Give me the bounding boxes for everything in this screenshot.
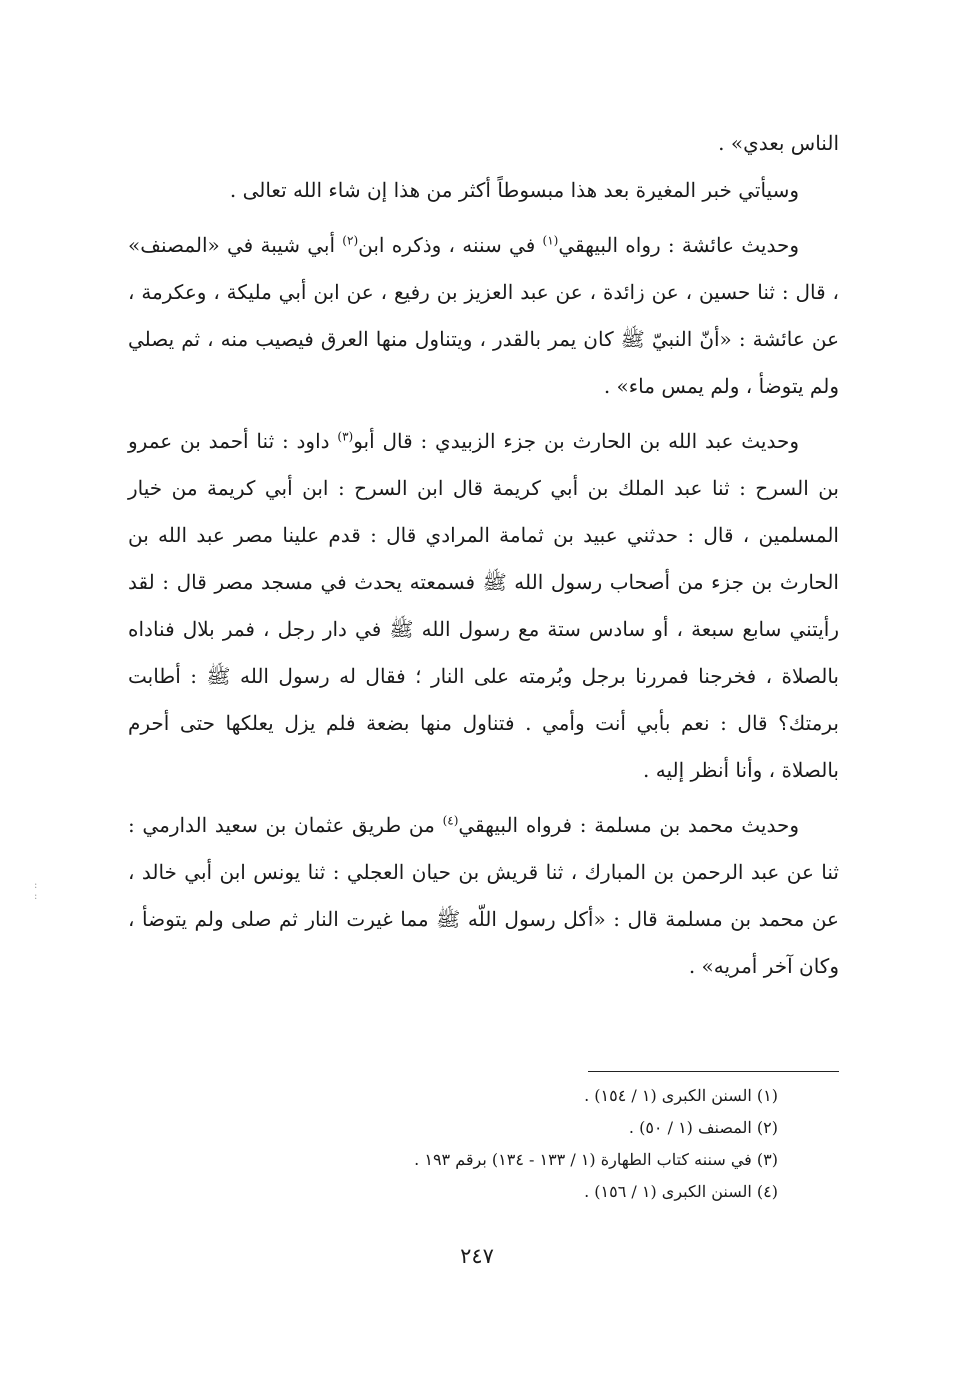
- text-run: الناس بعدي» .: [718, 131, 839, 155]
- footnote-2: (٢) المصنف (١ / ٥٠) .: [628, 1118, 778, 1137]
- footnote-divider: [588, 1071, 839, 1072]
- main-text: [128, 120, 839, 990]
- footnote-3: (٣) في سننه كتاب الطهارة (١ / ١٣٣ - ١٣٤) برقم ١٩٣ .: [414, 1150, 778, 1169]
- footnote-1: (١) السنن الكبرى (١ / ١٥٤) .: [584, 1086, 778, 1105]
- scan-margin-mark: : :: [34, 880, 38, 902]
- text-run: في سننه ، وذكره ابن: [358, 233, 543, 257]
- paragraph-3: [128, 418, 839, 794]
- text-run: وحديث عبد الله بن الحارث بن جزء الزبيدي : قال أبو: [353, 429, 799, 453]
- page-number: ٢٤٧: [460, 1244, 494, 1268]
- text-run: وحديث عائشة : رواه البيهقي: [558, 233, 799, 257]
- footnote-ref-1: (١): [542, 233, 559, 248]
- footnotes: [178, 1080, 778, 1208]
- footnote-4: (٤) السنن الكبرى (١ / ١٥٦) .: [584, 1182, 778, 1201]
- footnote-ref-4: (٤): [442, 813, 459, 828]
- text-run: من طريق عثمان بن سعيد الدارمي : ثنا عن عبد الرحمن بن المبارك ، ثنا قريش بن حيان العجلي : ثنا يونس ابن أبي خالد ، عن محمد بن مسلمة قال : «أكل رسول اللّه ﷺ مما غيرت النار ثم صلى ولم يتوضأ ، وكان آخر أمريه» .: [128, 813, 840, 978]
- text-run: وحديث محمد بن مسلمة : فرواه البيهقي: [458, 813, 799, 837]
- paragraph-4: [128, 802, 839, 990]
- text-run: وسيأتي خبر المغيرة بعد هذا مبسوطاً أكثر من هذا إن شاء الله تعالى .: [229, 178, 799, 202]
- paragraph-2: [128, 222, 839, 410]
- paragraph-0: [128, 120, 839, 167]
- footnote-ref-2: (٢): [342, 233, 359, 248]
- text-run: داود : ثنا أحمد بن عمرو بن السرح : ثنا عبد الملك بن أبي كريمة قال ابن السرح : ابن أبي كريمة من خيار المسلمين ، قال : حدثني عبيد بن ثمامة المرادي قال : قدم علينا مصر عبد الله بن الحارث بن جزء من أصحاب رسول الله ﷺ فسمعته يحدث في مسجد مصر قال : لقد رأيتني سابع سبعة ، أو سادس ستة مع رسول الله ﷺ في دار رجل ، فمر بلال فناداه بالصلاة ، فخرجنا فمررنا برجل وبُرمته على النار ؛ فقال له رسول الله ﷺ : أطابت برمتك؟ قال : نعم بأبي أنت وأمي . فتناول منها بضعة فلم يزل يعلكها حتى أحرم بالصلاة ، وأنا أنظر إليه .: [128, 429, 839, 782]
- paragraph-1: [128, 167, 839, 214]
- footnote-ref-3: (٣): [337, 429, 354, 444]
- text-run: أبي شيبة في «المصنف» ، قال : ثنا حسين ، عن زائدة ، عن عبد العزيز بن رفيع ، عن ابن أبي مليكة ، وعكرمة ، عن عائشة : «أنّ النبيّ ﷺ كان يمر بالقدر ، ويتناول منها العرق فيصيب منه ، ثم يصلي ولم يتوضأ ، ولم يمس ماء» .: [128, 233, 839, 398]
